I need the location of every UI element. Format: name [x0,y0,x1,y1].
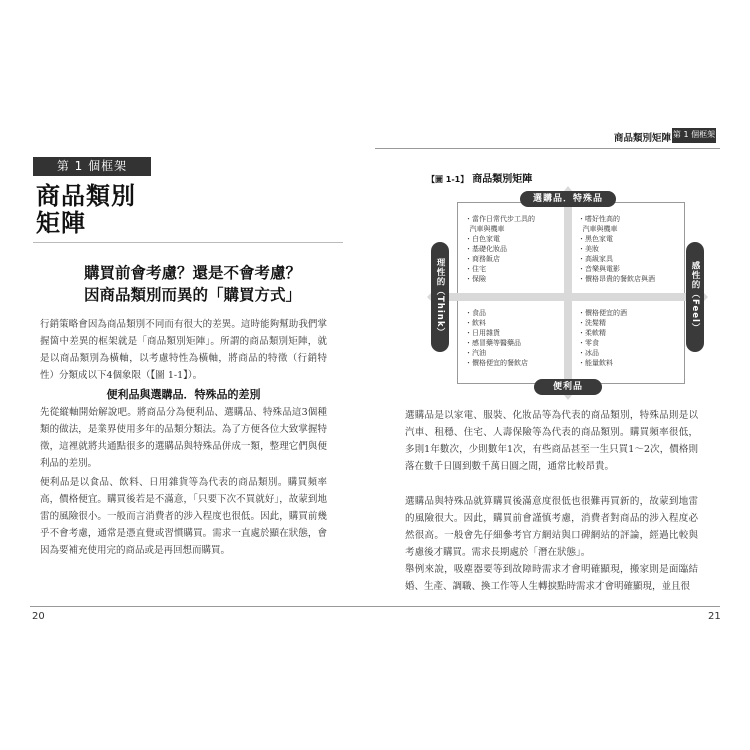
page-number-right: 21 [708,611,721,622]
figure-title: 商品類別矩陣 [472,174,533,185]
chapter-title-line2: 矩陣 [36,209,86,237]
figure-caption [427,170,532,185]
product-category-matrix [427,186,708,400]
list-item: ・ 日用雜貨 [465,328,528,338]
right-page [375,0,750,750]
figure-number: 【圖 1-1】 [427,175,469,184]
list-item: ・ 冰品 [578,348,627,358]
footer-rule [30,606,375,607]
chapter-title [36,183,186,237]
left-paragraph-3: 便利品是以食品、飲料、日用雜貨等為代表的商品類別。購買頻率高，價格便宜。購買後若是不滿意，「只要下次不買就好」，故蒙到地雷的風險很小。一般而言消費者的涉入程度也很低。因此，購買前幾乎不會考慮，通常是憑直覺或習慣購買。需求一直處於顯在狀態，會因為要補充使用完的商品或是再回想而購買。 [40,477,327,556]
list-item: ・ 感冒藥等醫藥品 [465,338,528,348]
list-item: ・ 音樂與電影 [578,264,655,274]
list-item: ・ 價格便宜的酒 [578,308,627,318]
list-item: ・ 高級家具 [578,254,655,264]
axis-label-right [686,242,704,352]
book-icon [672,141,716,151]
quadrant-top-left [465,214,535,284]
list-item: ・ 價格便宜的餐飲店 [465,358,528,368]
axis-label-left [431,242,449,352]
chapter-tag: 第 1 個框架 [33,157,151,176]
footer-rule [375,606,720,607]
list-item: 汽車與機車 [582,225,618,233]
list-item: ・ 食品 [465,308,528,318]
list-item: ・ 商務飯店 [465,254,535,264]
section-headline [40,262,345,306]
right-paragraph-2: 選購品與特殊品就算購買後滿意度很低也很難再買新的，故蒙到地雷的風險很大。因此，購買前會謹慎考慮，消費者對商品的涉入程度必然很高。一般會先仔細參考官方網站與口碑網站的評論，經過比較與考慮後才購買。需求長期處於「潛在狀態」。 舉例來說，吸塵器要等到故障時需求才會明確顯現，搬家則是面臨結婚、生產、調職、換工作等人生轉捩點時需求才會明確顯現，並且很 [405,496,698,592]
running-head: 商品類別矩陣 [614,133,672,144]
headline-line1: 購買前會考慮？還是不會考慮？ [83,264,301,282]
left-paragraph-2: 先從縱軸開始解說吧。將商品分為便利品、選購品、特殊品這3個種類的做法，是業界使用多年的品類分類法。為了方便各位大致掌握特徵，這裡就將共通點很多的選購品與特殊品併成一類，整理它們與便利品的差別。 [40,407,327,469]
page-number-left: 20 [32,611,45,622]
chapter-badge: 第 1 個框架 [672,130,716,139]
list-item: ・ 柔軟精 [578,328,627,338]
list-item: ・ 零食 [578,338,627,348]
left-paragraph-1: 行銷策略會因為商品類別不同而有很大的差異。這時能夠幫助我們掌握箇中差異的框架就是「商品類別矩陣」。所謂的商品類別矩陣，就是以商品類別為橫軸，以考慮特性為橫軸，將商品的特徵（行銷特性）分類成以下4個象限（【圖 1-1】）。 [40,319,327,381]
list-item: ・ 洗髮精 [578,318,627,328]
list-item: 汽車與機車 [469,225,505,233]
subheading: 便利品與選購品．特殊品的差別 [106,388,261,401]
list-item: ・ 能量飲料 [578,358,627,368]
chapter-divider [33,242,343,243]
list-item: ・ 白色家電 [465,234,535,244]
list-item: ・ 黑色家電 [578,234,655,244]
list-item: ・ 嗜好性高的 [578,214,655,224]
axis-label-right-text: 感性的（Feel） [690,261,700,333]
quadrant-top-right [578,214,655,284]
axis-label-left-text: 理性的（Think） [435,257,445,337]
list-item: ・ 美妝 [578,244,655,254]
vertical-axis [564,194,572,394]
list-item: ・ 飲料 [465,318,528,328]
quadrant-bottom-left [465,308,528,368]
list-item: ・ 基礎化妝品 [465,244,535,254]
list-item: ・ 汽油 [465,348,528,358]
list-item: ・ 當作日常代步工具的 [465,214,535,224]
list-item: ・ 價格昂貴的餐飲店與酒 [578,274,655,284]
list-item: ・ 保險 [465,274,535,284]
header-rule [375,148,720,149]
axis-label-bottom: 便利品 [534,379,602,395]
right-paragraph-1: 選購品是以家電、服裝、化妝品等為代表的商品類別，特殊品則是以汽車、租穩、住宅、人壽保險等為代表的商品類別。購買頻率很低，多則1年數次，少則數年1次，有些商品甚至一生只買1～2次，價格則落在數千日圓到數千萬日圓之間，通常比較昂貴。 [405,410,698,472]
quadrant-bottom-right [578,308,627,368]
chapter-title-line1: 商品類別 [36,182,136,210]
headline-line2: 因商品類別而異的「購買方式」 [83,286,301,304]
axis-label-top: 選購品．特殊品 [520,191,616,207]
list-item: ・ 住宅 [465,264,535,274]
